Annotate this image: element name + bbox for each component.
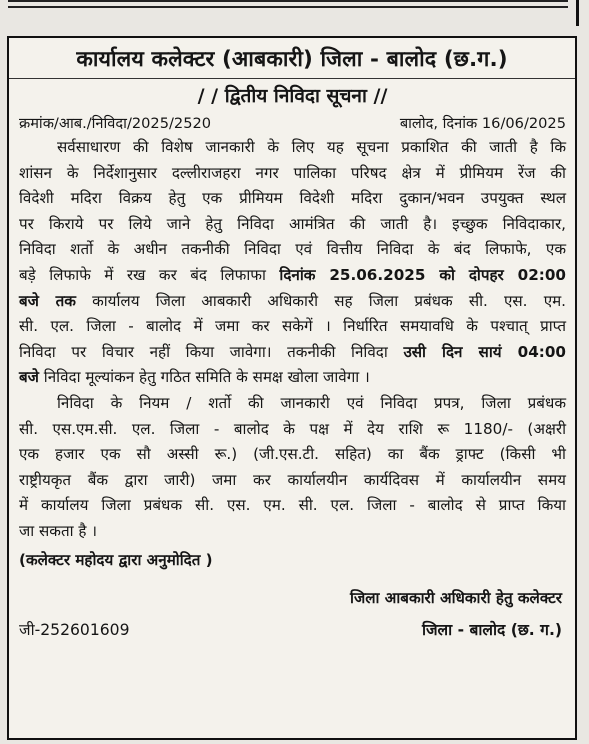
opening-time: उसी दिन सायं 04:00	[403, 342, 566, 361]
top-rule	[8, 0, 568, 2]
text-line: राष्ट्रीयकृत बैंक द्वारा जारी) जमा कर कार्यालयीन कार्यदिवस में कार्यालयीन समय	[19, 470, 566, 489]
text-line: सी. एस.एम.सी. एल. जिला - बालोद के पक्ष में देय राशि रू 1180/- (अक्षरी	[19, 419, 566, 438]
release-code: जी-252601609	[19, 620, 130, 639]
reference-number: क्रमांक/आब./निविदा/2025/2520	[19, 115, 212, 132]
approval-note: (कलेक्टर महोदय द्वारा अनुमोदित )	[19, 550, 213, 569]
deadline-date: दिनांक 25.06.2025 को दोपहर 02:00	[279, 265, 566, 284]
text-line: विदेशी मदिरा विक्रय हेतु एक प्रीमियम विदेशी मदिरा दुकान/भवन उपयुक्त स्थल	[19, 189, 566, 208]
footer-line	[19, 617, 566, 643]
edge-rule	[576, 0, 579, 26]
notice-paragraph-2	[19, 391, 566, 545]
signatory-district: जिला - बालोद (छ. ग.)	[421, 620, 562, 639]
text-run: निविदा पर विचार नहीं किया जावेगा। तकनीकी निविदा	[19, 342, 404, 361]
signatory-title: जिला आबकारी अधिकारी हेतु कलेक्टर	[350, 588, 562, 607]
text-line	[19, 365, 566, 391]
text-run: निविदा मूल्यांकन हेतु गठित समिति के समक्ष खोला जावेगा ।	[38, 368, 370, 387]
text-line: सर्वसाधारण की विशेष जानकारी के लिए यह सूचना प्रकाशित की जाती है कि	[57, 138, 566, 156]
text-line: शांसन के निर्देशानुसार दल्लीराजहरा नगर पालिका परिषद क्षेत्र में प्रीमियम रेंज की	[19, 163, 566, 182]
text-line	[19, 340, 566, 366]
notice-title: / / द्वितीय निविदा सूचना //	[197, 85, 388, 107]
text-line: पर किराये पर लिये जाने हेतु निविदा आमंत्रित की जाती है। इच्छुक निविदाकार,	[19, 214, 566, 233]
text-line: निविदा शर्तो के अधीन तकनीकी निविदा एवं वित्तीय निविदा के बंद लिफाफे, एक	[19, 240, 566, 259]
deadline-time: बजे तक	[19, 291, 76, 310]
tender-notice	[7, 36, 577, 740]
text-line: सी. एल. जिला - बालोद में जमा कर सकेगें । निर्धारित समयावधि के पश्चात् प्राप्त	[19, 317, 566, 336]
text-run: कार्यालय जिला आबकारी अधिकारी सह जिला प्रबंधक सी. एस. एम.	[75, 291, 566, 310]
text-line: निविदा के नियम / शर्तो की जानकारी एवं निविदा प्रपत्र, जिला प्रबंधक	[57, 393, 566, 412]
opening-time-suffix: बजे	[19, 368, 39, 387]
text-line: में कार्यालय जिला प्रबंधक सी. एस. एम. सी. एल. जिला - बालोद से प्राप्त किया	[19, 496, 566, 515]
text-line: एक हजार एक सौ अस्सी रू.) (जी.एस.टी. सहित) का बैंक ड्राफ्ट (किसी भी	[19, 445, 566, 464]
page-top-strip	[0, 0, 589, 36]
place-date: बालोद, दिनांक 16/06/2025	[399, 115, 566, 132]
notice-paragraph-1	[19, 135, 566, 391]
text-line: जा सकता है ।	[19, 521, 98, 540]
reference-line	[19, 113, 566, 135]
office-heading: कार्यालय कलेक्टर (आबकारी) जिला - बालोद (छ.ग.)	[9, 44, 575, 79]
text-line	[19, 263, 566, 289]
text-run: बड़े लिफाफे में रख कर बंद लिफाफा	[19, 265, 280, 284]
text-line	[19, 289, 566, 315]
top-rule	[8, 6, 568, 8]
